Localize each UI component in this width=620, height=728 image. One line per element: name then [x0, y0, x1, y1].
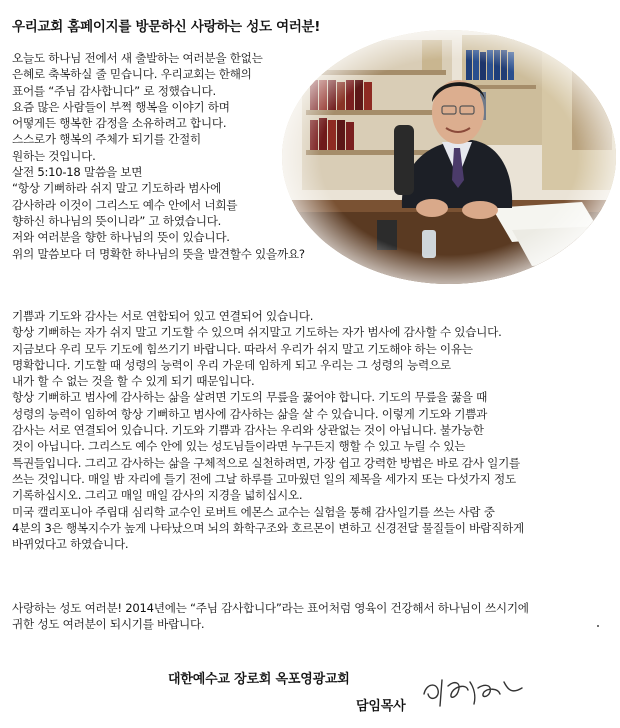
text-line: 사랑하는 성도 여러분! 2014년에는 “주님 감사합니다”라는 표어처럼 영육이 건강해서 하나님이 쓰시기에 — [12, 601, 529, 615]
text-line: 미국 캘리포니아 주립대 심리학 교수인 로버트 에몬스 교수는 실험을 통해 감사일기를 쓰는 사람 중 — [12, 504, 495, 519]
text-line: 항상 기뻐하는 자가 쉬지 말고 기도할 수 있으며 쉬지말고 기도하는 자가 범사에 감사할 수 있습니다. — [12, 325, 502, 340]
text-line: 항상 기뻐하고 범사에 감사하는 삶을 살려면 기도의 무릎을 꿇어야 합니다. 기도의 무릎을 꿇을 때 — [12, 390, 488, 405]
text-line: 4분의 3은 행복지수가 높게 나타났으며 뇌의 화학구조와 호르몬이 변하고 신경전달 물질들이 바람직하게 — [12, 520, 524, 535]
text-line: 저와 여러분을 향한 하나님의 뜻이 있습니다. — [12, 230, 230, 245]
text-line: 살전 5:10-18 말씀을 보면 — [12, 165, 143, 180]
text-line: 요즘 많은 사람들이 부쩍 행복을 이야기 하며 — [12, 99, 230, 114]
text-line: 바뀌었다고 하였습니다. — [12, 537, 129, 552]
church-name: 대한예수교 장로회 옥포영광교회 — [168, 672, 350, 687]
text-line: 은혜로 축복하실 줄 믿습니다. 우리교회는 한해의 — [12, 67, 252, 82]
text-line: 성령의 능력이 임하여 항상 기뻐하고 범사에 감사하는 삶을 살 수 있습니다. 이렇게 기도와 기쁨과 — [12, 406, 488, 421]
text-line: 기록하십시오. 그리고 매일 매일 감사의 지경을 넓히십시오. — [12, 488, 303, 503]
closing-paragraph — [12, 600, 529, 633]
text-line: 특권들입니다. 그리고 감사하는 삶을 구체적으로 실천하려면, 가장 쉽고 강력한 방법은 바로 감사 일기를 — [12, 455, 520, 470]
text-line: 명확합니다. 기도할 때 성령의 능력이 우리 가운데 임하게 되고 우리는 그 성령의 능력으로 — [12, 357, 451, 372]
text-line: 오늘도 하나님 전에서 새 출발하는 여러분을 한없는 — [12, 51, 263, 65]
text-line: 귀한 성도 여러분이 되시기를 바랍니다. — [12, 617, 205, 632]
intro-paragraph — [12, 50, 305, 262]
text-line: 것이 아닙니다. 그리스도 예수 안에 있는 성도님들이라면 누구든지 행할 수 있고 누릴 수 있는 — [12, 439, 466, 454]
text-line: 스스로가 행복의 주체가 되기를 간절히 — [12, 132, 201, 147]
text-line: 원하는 것입니다. — [12, 148, 96, 163]
handwritten-signature — [418, 672, 528, 712]
text-line: 기쁨과 기도와 감사는 서로 연합되어 있고 연결되어 있습니다. — [12, 309, 314, 323]
page-title: 우리교회 홈페이지를 방문하신 사랑하는 성도 여러분! — [12, 19, 321, 35]
text-line: 어떻게든 행복한 감정을 소유하려고 합니다. — [12, 116, 227, 131]
text-line: 쓰는 것입니다. 매일 밤 자리에 들기 전에 그날 하루를 고마웠던 일의 제목을 세가지 또는 다섯가지 정도 — [12, 471, 516, 486]
body-paragraph — [12, 308, 524, 552]
text-line: 지금보다 우리 모두 기도에 힘쓰기기 바랍니다. 따라서 우리가 쉬지 말고 기도해야 하는 이유는 — [12, 341, 473, 356]
pastor-photo — [282, 30, 616, 284]
text-line: 향하신 하나님의 뜻이니라” 고 하였습니다. — [12, 213, 222, 228]
pastor-title: 담임목사 — [356, 699, 406, 714]
text-line: 표어를 “주님 감사합니다” 로 정했습니다. — [12, 83, 216, 98]
text-line: 위의 말씀보다 더 명확한 하나님의 뜻을 발견할수 있을까요? — [12, 246, 305, 261]
text-line: “항상 기뻐하라 쉬지 말고 기도하라 범사에 — [12, 181, 222, 196]
text-line: 감사하라 이것이 그리스도 예수 안에서 너희를 — [12, 197, 238, 212]
text-line: 감사는 서로 연결되어 있습니다. 기도와 기쁨과 감사는 우리와 상관없는 것이 아닙니다. 불가능한 — [12, 423, 484, 438]
text-line: 내가 할 수 없는 것을 할 수 있게 되기 때문입니다. — [12, 374, 255, 389]
stray-dot — [597, 625, 599, 627]
